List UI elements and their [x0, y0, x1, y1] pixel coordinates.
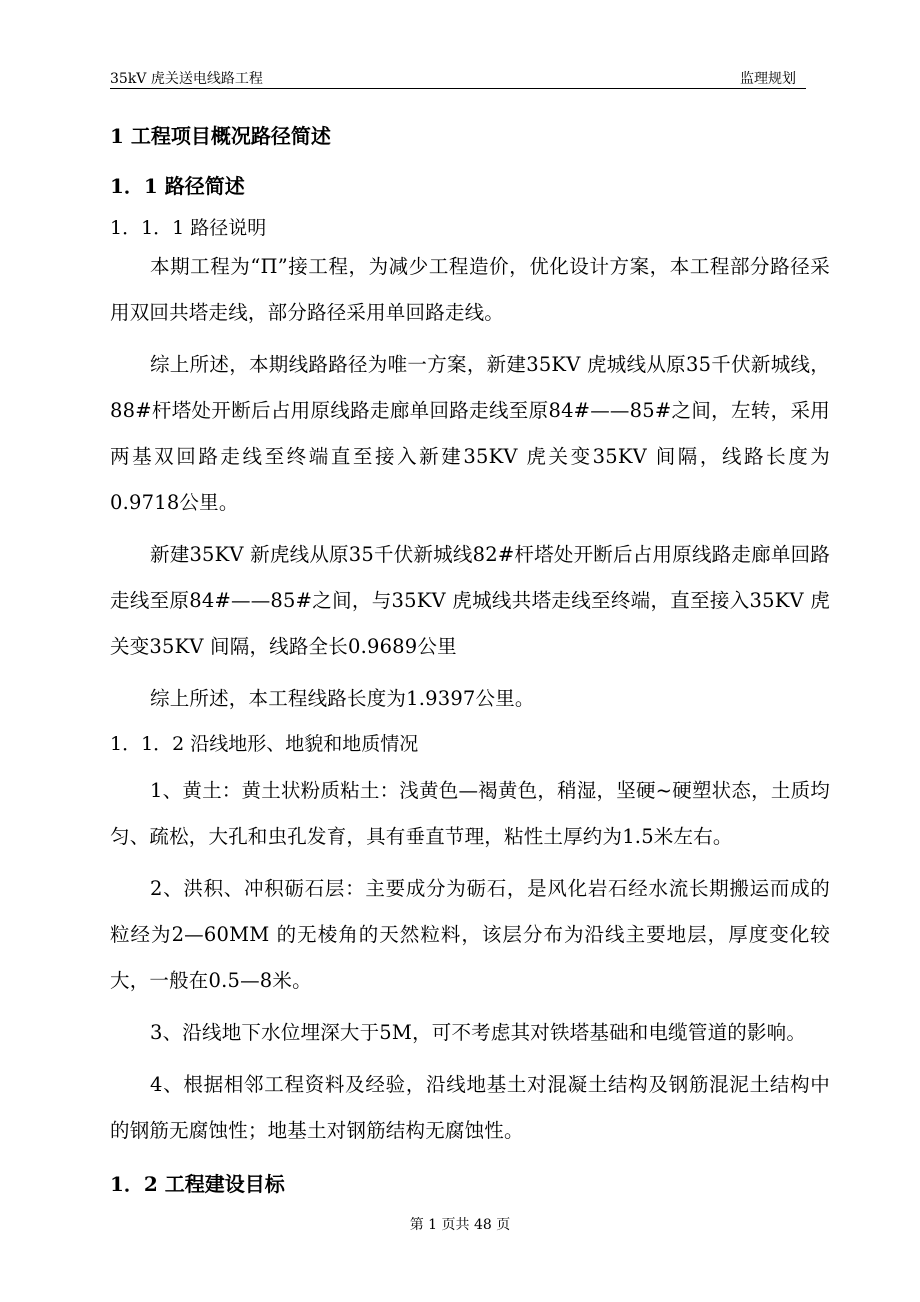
paragraph-line-xinhu: 新建35KV 新虎线从原35千伏新城线82#杆塔处开断后占用原线路走廊单回路走线至原84#——85#之间，与35KV 虎城线共塔走线至终端，直至接入35KV 虎关变35KV 间隔，线路全长0.9689公里 [110, 543, 830, 658]
paragraph-corrosion: 4、根据相邻工程资料及经验，沿线地基土对混凝土结构及钢筋混泥土结构中的钢筋无腐蚀性；地基土对钢筋结构无腐蚀性。 [110, 1073, 830, 1142]
section-heading-1-1: 1．1 路径简述 [110, 174, 245, 198]
paragraph-line-hucheng: 综上所述，本期线路路径为唯一方案，新建35KV 虎城线从原35千伏新城线，88#杆塔处开断后占用原线路走廊单回路走线至原84#——85#之间，左转，采用两基双回路走线至终端直至接入新建35KV 虎关变35KV 间隔，线路长度为0.9718公里。 [110, 353, 830, 514]
paragraph-gravel: 2、洪积、冲积砺石层：主要成分为砺石，是风化岩石经水流长期搬运而成的粒经为2—60MM 的无棱角的天然粒料，该层分布为沿线主要地层，厚度变化较大，一般在0.5—8米。 [110, 877, 830, 992]
header-document-type: 监理规划 [740, 71, 796, 87]
paragraph-groundwater: 3、沿线地下水位埋深大于5M，可不考虑其对铁塔基础和电缆管道的影响。 [150, 1021, 807, 1044]
paragraph-total-length: 综上所述，本工程线路长度为1.9397公里。 [150, 687, 535, 710]
section-heading-1-1-1: 1．1．1 路径说明 [110, 217, 267, 239]
section-heading-1-1-2: 1．1．2 沿线地形、地貌和地质情况 [110, 733, 419, 755]
section-heading-1-2: 1．2 工程建设目标 [110, 1172, 285, 1196]
paragraph-loess: 1、黄土：黄土状粉质粘土：浅黄色—褐黄色，稍湿，坚硬~硬塑状态，土质均匀、疏松，大孔和虫孔发育，具有垂直节理，粘性土厚约为1.5米左右。 [110, 779, 830, 848]
document-body [110, 122, 830, 1198]
section-heading-1: 1 工程项目概况路径简述 [110, 124, 331, 148]
page-header [110, 64, 806, 89]
paragraph-intro: 本期工程为“Π”接工程，为减少工程造价，优化设计方案，本工程部分路径采用双回共塔走线，部分路径采用单回路走线。 [110, 255, 830, 324]
header-project-title: 35kV 虎关送电线路工程 [110, 71, 263, 87]
page-footer: 第 1 页共 48 页 [409, 1217, 511, 1233]
